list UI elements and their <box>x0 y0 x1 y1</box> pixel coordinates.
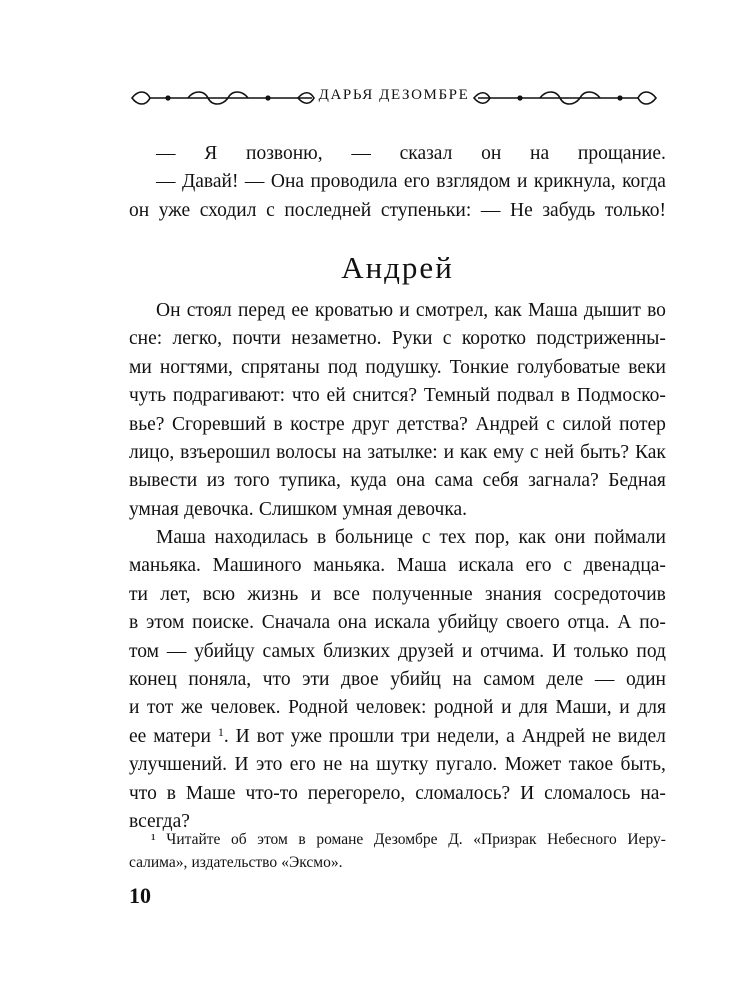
word: жизнь <box>247 583 299 605</box>
word: все <box>333 583 360 605</box>
intro-dialogue <box>129 140 666 225</box>
word: затылке: <box>367 442 438 464</box>
word: последней <box>284 199 372 221</box>
word: его <box>525 555 552 577</box>
word: ступеньки: <box>380 199 472 221</box>
word: издательство <box>191 854 278 871</box>
word: подрагивают: <box>172 385 286 407</box>
word: такое <box>568 754 614 776</box>
word: она <box>337 612 367 634</box>
word: забудь <box>542 199 596 221</box>
word: с <box>563 555 572 577</box>
word: три <box>400 725 430 747</box>
word: тот <box>147 697 174 719</box>
word: в <box>316 527 327 548</box>
page-number: 10 <box>129 883 151 908</box>
word: и <box>501 697 512 719</box>
word: в <box>298 831 306 848</box>
word: на <box>349 754 369 776</box>
word: Подмоско- <box>576 385 666 407</box>
footnote-line <box>129 828 666 851</box>
word: не <box>591 725 612 747</box>
word: силой <box>562 413 612 435</box>
paragraph-line <box>129 439 666 467</box>
word: Сгоревший <box>172 413 266 435</box>
paragraph-line <box>129 354 666 382</box>
word: знания <box>484 583 542 605</box>
word: двое <box>341 669 379 691</box>
paragraph-line <box>129 780 666 808</box>
word: и <box>443 442 455 464</box>
word: вье? <box>129 413 165 435</box>
word: легко, <box>172 328 223 350</box>
word: полученные <box>372 583 473 605</box>
word: девочка. <box>184 498 254 520</box>
paragraph-line <box>129 723 666 751</box>
word: Я <box>204 143 218 164</box>
word: всю <box>202 583 236 605</box>
word: Не <box>510 199 533 221</box>
word: на <box>342 442 362 464</box>
word: сходил <box>199 199 257 221</box>
word: об <box>231 831 247 848</box>
intro-line <box>129 197 666 225</box>
word: они <box>554 527 586 548</box>
word: и <box>517 171 528 193</box>
word: самом <box>483 669 535 691</box>
paragraph-line <box>129 694 666 722</box>
word: и <box>461 640 473 662</box>
word: в <box>273 413 283 435</box>
word: что <box>262 669 291 691</box>
word: искала <box>374 612 431 634</box>
word: улучшений. <box>129 754 228 776</box>
word: из <box>206 470 225 492</box>
word: уже <box>290 725 323 747</box>
word: и <box>310 583 322 605</box>
intro-line <box>129 140 666 168</box>
word: сосредоточив <box>553 583 666 605</box>
word: смотрел, <box>415 300 489 321</box>
word: всегда? <box>129 811 190 833</box>
paragraph-line <box>129 666 666 694</box>
word: ней <box>544 442 575 464</box>
paragraph-line <box>129 609 666 637</box>
word: один <box>625 669 666 691</box>
word: — <box>480 199 501 221</box>
word: как <box>518 527 546 548</box>
word: Руки <box>391 328 433 350</box>
word: снится? <box>352 385 418 407</box>
word: крикнула, <box>533 171 616 193</box>
word: Сначала <box>261 612 331 634</box>
word: загнала? <box>528 470 599 492</box>
word: Небесного <box>547 831 617 848</box>
word: Давай! <box>181 171 239 193</box>
word: — <box>351 143 371 164</box>
word: И <box>235 725 250 747</box>
word: как <box>494 300 522 321</box>
word: по- <box>639 612 666 634</box>
word: что <box>291 385 320 407</box>
word: ей <box>326 385 346 407</box>
word: кроватью <box>314 300 394 321</box>
word: «Эксмо». <box>281 854 343 871</box>
word: отчима. <box>480 640 545 662</box>
word: он <box>481 143 502 164</box>
word: поняла, <box>188 669 252 691</box>
word: под <box>636 640 666 662</box>
word: Дезомбре <box>373 831 438 848</box>
word: под <box>327 356 358 378</box>
word: друзей <box>397 640 454 662</box>
word: дышит <box>583 300 641 321</box>
word: это <box>255 754 283 776</box>
word: в <box>560 385 570 407</box>
word: с <box>529 442 539 464</box>
word: Маша <box>527 300 578 321</box>
word: $^1$. <box>217 724 229 747</box>
word: Бедная <box>608 470 666 492</box>
word: ее <box>291 300 309 321</box>
word: вот <box>256 725 284 747</box>
word: человек. <box>210 697 281 719</box>
word: сказал <box>399 143 453 164</box>
word: том <box>129 640 159 662</box>
word: когда <box>622 171 666 193</box>
word: Маши, <box>555 697 612 719</box>
word: перегорело, <box>307 782 406 804</box>
word: с <box>442 328 452 350</box>
word: на <box>452 669 472 691</box>
word: Андрей <box>521 725 586 747</box>
word: убийцу <box>437 612 499 634</box>
word: друг <box>352 413 390 435</box>
word: деле <box>546 669 584 691</box>
word: и <box>619 697 630 719</box>
word: девочка. <box>397 498 468 520</box>
running-head <box>128 86 660 110</box>
word: двенадца- <box>583 555 666 577</box>
word: себя <box>482 470 519 492</box>
word: проводила <box>310 171 398 193</box>
word: быть? <box>579 442 630 464</box>
word: Слишком <box>258 498 338 520</box>
paragraph-1 <box>129 297 666 524</box>
word: эти <box>302 669 330 691</box>
word: умная <box>342 498 393 520</box>
word: костре <box>290 413 345 435</box>
word: потер <box>619 413 666 435</box>
word: И <box>520 782 535 804</box>
word: — <box>166 640 187 662</box>
word: умная <box>129 498 179 520</box>
word: сне: <box>129 328 163 350</box>
paragraph-line <box>129 411 666 439</box>
word: — <box>156 171 176 193</box>
word: родной <box>433 697 494 719</box>
word: Тонкие <box>449 356 509 378</box>
word: пор, <box>474 527 510 548</box>
word: Как <box>635 442 666 464</box>
word: маньяка. <box>129 555 201 577</box>
word: быть, <box>620 754 666 776</box>
word: волосы <box>276 442 337 464</box>
word: лицо, <box>129 442 175 464</box>
word: пугало. <box>435 754 498 776</box>
word: что <box>129 782 157 804</box>
word: взъерошил <box>180 442 271 464</box>
paragraph-line <box>129 467 666 495</box>
word: незаметно. <box>291 328 382 350</box>
word: прошли <box>328 725 395 747</box>
word: Родной <box>288 697 349 719</box>
word: шутку <box>376 754 429 776</box>
word: ти <box>129 583 148 605</box>
word: перед <box>238 300 286 321</box>
word: Маше <box>185 782 236 804</box>
running-head-author: ДАРЬЯ ДЕЗОМБРЕ <box>318 87 470 103</box>
word: романе <box>316 831 364 848</box>
word: коротко <box>461 328 527 350</box>
word: во <box>647 300 666 321</box>
word: больнице <box>335 527 413 548</box>
paragraph-2 <box>129 524 666 836</box>
word: поиске. <box>192 612 254 634</box>
paragraph-line <box>129 382 666 410</box>
word: подстриженны- <box>536 328 666 350</box>
word: спрятаны <box>240 356 320 378</box>
word: для <box>637 697 666 719</box>
word: И <box>234 754 249 776</box>
word: его <box>289 754 316 776</box>
word: маньяка. <box>313 555 386 577</box>
word: что-то <box>245 782 298 804</box>
word: — <box>156 143 176 164</box>
word: для <box>519 697 548 719</box>
word: сломалось <box>544 782 631 804</box>
word: конец <box>129 669 177 691</box>
paragraph-line <box>129 297 666 325</box>
word: — <box>594 669 615 691</box>
word: поймали <box>594 527 666 548</box>
word: того <box>234 470 270 492</box>
word: на- <box>640 782 666 804</box>
word: Маша <box>396 555 447 577</box>
word: этом <box>257 831 288 848</box>
word: уже <box>158 199 191 221</box>
word: чуть <box>129 385 166 407</box>
word: сломалось? <box>415 782 511 804</box>
word: видел <box>617 725 666 747</box>
footnote-line <box>129 851 666 874</box>
paragraph-line <box>129 638 666 666</box>
word: веки <box>628 356 666 378</box>
word: убийцу <box>194 640 255 662</box>
word: сама <box>434 470 474 492</box>
word: ногтями, <box>159 356 233 378</box>
word: убийц <box>390 669 441 691</box>
word: только! <box>604 199 666 221</box>
word: не <box>323 754 343 776</box>
word: с <box>266 199 275 221</box>
word: голубоватые <box>516 356 621 378</box>
word: же <box>180 697 203 719</box>
paragraph-line <box>129 581 666 609</box>
word: ее <box>129 725 147 747</box>
word: и <box>399 300 410 321</box>
paragraph-line <box>129 751 666 779</box>
word: Читайте <box>166 831 221 848</box>
word: ми <box>129 356 152 378</box>
word: Машиного <box>212 555 302 577</box>
word: Маша <box>156 527 206 548</box>
word: детства? <box>397 413 468 435</box>
word: куда <box>350 470 387 492</box>
word: искала <box>458 555 514 577</box>
word: с <box>546 413 555 435</box>
paragraph-line <box>129 524 666 552</box>
word: находилась <box>214 527 309 548</box>
word: «Призрак <box>473 831 537 848</box>
word: тупика, <box>279 470 341 492</box>
word: подвал <box>496 385 554 407</box>
word: как <box>459 442 488 464</box>
word: на <box>530 143 550 164</box>
word: — <box>244 171 265 193</box>
paragraph-line <box>129 496 666 524</box>
word: Она <box>270 171 305 193</box>
paragraph-line <box>129 552 666 580</box>
word: самых <box>262 640 316 662</box>
paragraph-line <box>129 325 666 353</box>
word: Может <box>504 754 562 776</box>
word: почти <box>232 328 281 350</box>
word: только <box>573 640 629 662</box>
word: в <box>129 612 139 634</box>
word: он <box>129 199 150 221</box>
word: матери <box>153 725 211 747</box>
word: Андрей <box>475 413 539 435</box>
footnote <box>129 828 666 874</box>
word: лет, <box>160 583 191 605</box>
word: его <box>403 171 430 193</box>
intro-line <box>129 168 666 196</box>
word: ¹ <box>151 831 156 848</box>
word: Д. <box>448 831 463 848</box>
word: позвоню, <box>246 143 323 164</box>
word: в <box>166 782 176 804</box>
word: Темный <box>423 385 491 407</box>
word: вывести <box>129 470 198 492</box>
word: прощание. <box>577 143 666 164</box>
word: недели, <box>436 725 500 747</box>
word: А <box>617 612 632 634</box>
word: человек: <box>355 697 427 719</box>
word: близких <box>323 640 391 662</box>
word: отца. <box>567 612 610 634</box>
word: стоял <box>186 300 232 321</box>
word: ему <box>493 442 524 464</box>
word: взглядом <box>436 171 511 193</box>
word: Он <box>156 300 181 321</box>
word: с <box>421 527 431 548</box>
word: тех <box>439 527 467 548</box>
word: салима», <box>129 854 188 871</box>
word: и <box>129 697 140 719</box>
word: Иеру- <box>627 831 666 848</box>
word: а <box>506 725 515 747</box>
word: она <box>396 470 426 492</box>
chapter-title: Андрей <box>341 250 454 285</box>
word: этом <box>146 612 185 634</box>
word: И <box>551 640 567 662</box>
word: своего <box>506 612 560 634</box>
word: подушку. <box>365 356 442 378</box>
